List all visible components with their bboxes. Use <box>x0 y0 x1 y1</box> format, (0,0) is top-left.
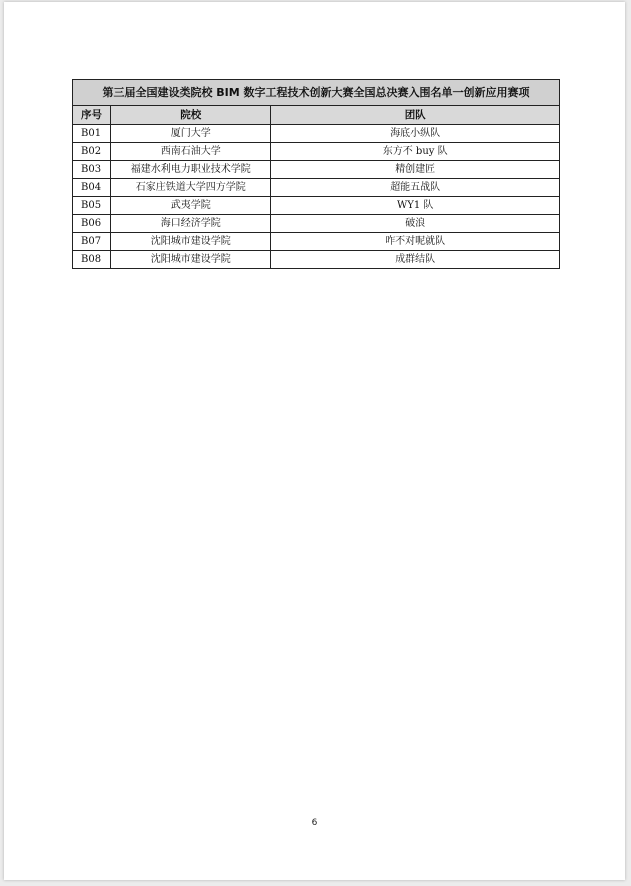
row-school: 沈阳城市建设学院 <box>111 251 271 269</box>
row-team: 咋不对呢就队 <box>271 233 560 251</box>
row-school: 西南石油大学 <box>111 143 271 161</box>
row-code: B01 <box>73 125 111 143</box>
table-row <box>73 215 560 233</box>
row-school: 厦门大学 <box>111 125 271 143</box>
table-row <box>73 179 560 197</box>
page-number: 6 <box>311 818 318 828</box>
row-code: B05 <box>73 197 111 215</box>
row-school: 福建水利电力职业技术学院 <box>111 161 271 179</box>
table-row <box>73 251 560 269</box>
row-code: B04 <box>73 179 111 197</box>
row-team: 破浪 <box>271 215 560 233</box>
row-team: 成群结队 <box>271 251 560 269</box>
column-header-team: 团队 <box>271 106 560 125</box>
finalists-table <box>72 79 560 269</box>
column-header-number: 序号 <box>73 106 111 125</box>
column-header-school: 院校 <box>111 106 271 125</box>
table-header-row <box>73 106 560 125</box>
row-code: B06 <box>73 215 111 233</box>
table-row <box>73 143 560 161</box>
document-page <box>4 2 625 880</box>
row-team: 精创建匠 <box>271 161 560 179</box>
row-school: 武夷学院 <box>111 197 271 215</box>
row-team: WY1 队 <box>271 197 560 215</box>
row-code: B02 <box>73 143 111 161</box>
row-school: 石家庄铁道大学四方学院 <box>111 179 271 197</box>
row-code: B07 <box>73 233 111 251</box>
table-row <box>73 125 560 143</box>
row-code: B03 <box>73 161 111 179</box>
row-code: B08 <box>73 251 111 269</box>
table-row <box>73 161 560 179</box>
row-team: 东方不 buy 队 <box>271 143 560 161</box>
row-school: 沈阳城市建设学院 <box>111 233 271 251</box>
table-row <box>73 197 560 215</box>
table-row <box>73 233 560 251</box>
table-title: 第三届全国建设类院校 BIM 数字工程技术创新大赛全国总决赛入围名单一创新应用赛项 <box>73 80 560 106</box>
row-team: 海底小纵队 <box>271 125 560 143</box>
row-school: 海口经济学院 <box>111 215 271 233</box>
table-title-row <box>73 80 560 106</box>
row-team: 超能五战队 <box>271 179 560 197</box>
